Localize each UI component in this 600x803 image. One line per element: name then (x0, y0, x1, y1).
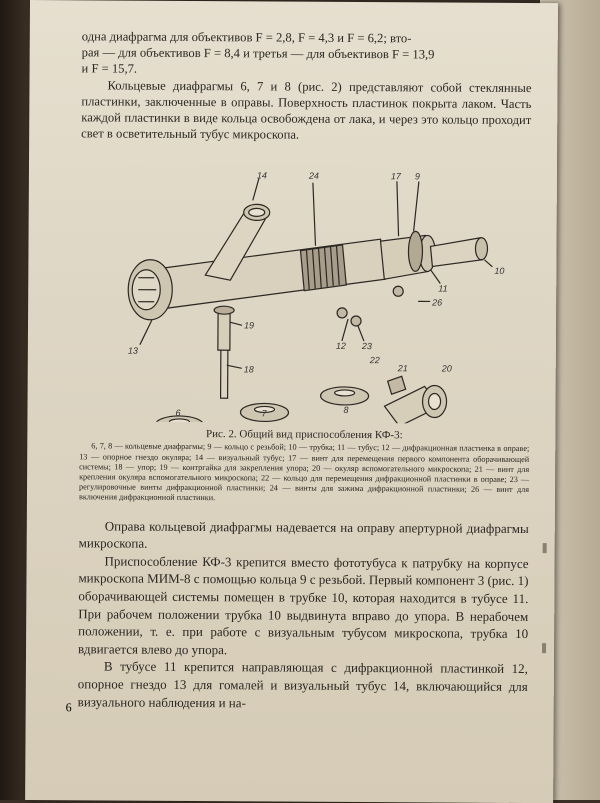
figure-part-label: 20 (441, 363, 452, 375)
device-drawing (79, 150, 531, 425)
figure-part-label: 19 (243, 320, 255, 331)
page-number: 6 (65, 700, 72, 715)
figure-part-label: 7 (261, 408, 267, 419)
figure-part-label: 11 (438, 283, 448, 294)
body-paragraph: Приспособление КФ-3 крепится вместо фототубуса к патрубку на корпусе микроскопа МИМ-8 с помощью кольца 9 с резьбой. Первый компонент 3 (рис. 1) оборачивающей системы помещен в трубке 10, которая находится в тубусе 11. При рабочем положении трубка 10 выдвинута вправо до упора. В нерабочем положении, т. е. при работе с визуальным тубусом микроскопа, трубка 10 вдвигается влево до упора. (77, 553, 529, 658)
figure-part-label: 14 (256, 170, 267, 181)
figure-caption: Рис. 2. Общий вид приспособления КФ-3: (206, 428, 403, 442)
figure-part-label: 10 (494, 266, 505, 277)
figure-part-label: 21 (397, 363, 408, 374)
figure-part-label: 22 (369, 355, 380, 366)
figure-part-label: 8 (343, 405, 349, 416)
figure-2 (79, 150, 531, 425)
figure-part-label: 23 (361, 341, 372, 352)
figure-part-label: 24 (308, 171, 319, 182)
figure-part-label: 13 (127, 346, 138, 357)
body-paragraph: В тубусе 11 крепится направляющая с дифракционной пластинкой 12, опорное гнездо 13 для гомалей и визуальный тубус 14, включающийся для визуального наблюдения и на- (77, 658, 528, 710)
figure-part-label: 26 (432, 297, 443, 308)
book-page (25, 0, 558, 803)
top-paragraph-line: и F = 15,7. (81, 61, 138, 77)
binding-stitch (543, 543, 547, 553)
top-paragraph-line: одна диафрагма для объективов F = 2,8, F = 4,3 и F = 6,2; вто- (81, 29, 412, 46)
figure-part-label: 6 (175, 408, 181, 419)
top-paragraph-line: рая — для объективов F = 8,4 и третья — для объективов F = 13,9 (81, 45, 435, 62)
figure-part-label: 18 (243, 364, 254, 375)
figure-part-label: 17 (390, 171, 401, 182)
figure-part-label: 9 (414, 171, 420, 182)
binding-stitch (542, 643, 546, 653)
figure-legend: 6, 7, 8 — кольцевые диафрагмы; 9 — кольцо с резьбой; 10 — трубка; 11 — тубус; 12 — дифракционная пластинка в оправе; 13 — опорное гнездо окуляра; 14 — визуальный тубус; 17 — винт для перемещения первого компонента оборачивающей системы; 18 — упор; 19 — контргайка для закрепления упора; 20 — окуляр вспомогательного микроскопа; 21 — винт для крепления окуляра вспомогательного микроскопа; 22 — кольцо для перемещения дифракционной пластинки в оправе; 23 — регулировочные винты дифракционной пластинки; 24 — винты для зажима дифракционной пластинки; 26 — винт для включения дифракционной пластинки. (78, 441, 530, 503)
page-content (78, 28, 532, 713)
figure-part-label: 12 (335, 341, 346, 352)
body-paragraph: Оправа кольцевой диафрагмы надевается на оправу апертурной диафрагмы микроскопа. (78, 518, 529, 551)
ring-diaphragm-paragraph: Кольцевые диафрагмы 6, 7 и 8 (рис. 2) представляют собой стеклянные пластинки, заключенные в оправы. Поверхность пластинок покрыта лаком. Часть каждой пластинки в виде кольца освобождена от лака, и через это кольцо проходит свет в осветительный тубус микроскопа. (81, 78, 532, 142)
